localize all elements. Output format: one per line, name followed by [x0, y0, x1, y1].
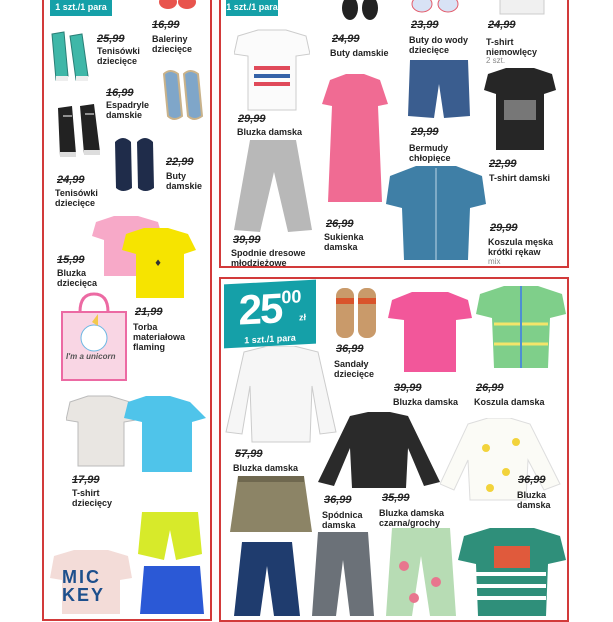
price-bluzka-czarna: 35,99: [382, 492, 410, 504]
price-tenisowki-1: 25,99: [97, 33, 125, 45]
navy-shoes-image: [112, 134, 158, 196]
black-sneakers-image: [54, 102, 104, 162]
unicorn-bag-text: I'm a unicorn: [66, 352, 116, 361]
note-tshirt-niemowlecy: [486, 56, 505, 66]
khaki-skirt-image: [230, 474, 312, 536]
price-espadryle: 16,99: [106, 87, 134, 99]
price-bluzka-damska-pink: 39,99: [394, 382, 422, 394]
black-tshirt-image: [484, 66, 556, 152]
bottom-price-badge: [224, 280, 316, 349]
pink-tshirt-image: [388, 290, 472, 374]
note-2szt: 2 szt.: [486, 56, 506, 65]
price-spodnie-dresowe: 39,99: [233, 234, 261, 246]
mens-shirt-image: [386, 164, 486, 262]
note-koszula-meska: [488, 257, 500, 267]
mickey-text: MICKEY: [62, 567, 106, 605]
price-torba: 21,99: [135, 306, 163, 318]
kids-basic-tshirts-image: [66, 394, 208, 474]
top-right-price-badge: [226, 0, 278, 16]
black-flats-image: [340, 0, 380, 22]
price-buty-do-wody: 23,99: [411, 19, 439, 31]
label-torba: Torba materiałowa flaming: [133, 322, 186, 352]
label-buty-damskie-top: Buty damskie: [330, 48, 389, 58]
label-bluzka-damska-lemon: Bluzka damska: [517, 490, 551, 510]
label-tenisowki-2: Tenisówki dziecięce: [55, 188, 98, 208]
black-polka-blouse-image: [316, 412, 442, 488]
price-baleriny: 16,99: [152, 19, 180, 31]
left-badge-unit: 1 szt./1 para: [55, 2, 107, 12]
badge-price: [224, 280, 316, 333]
badge-unit: 1 szt./1 para: [244, 332, 296, 346]
badge-currency: zł: [298, 312, 306, 323]
label-espadryle: Espadryle damskie: [106, 100, 150, 120]
label-koszula-meska: Koszula męska krótki rękaw: [488, 237, 554, 257]
price-buty-damskie-left: 22,99: [166, 156, 194, 168]
womens-print-blouse-image: [234, 28, 310, 112]
water-shoes-image: [410, 0, 462, 14]
label-tshirt-dzieciecy: T-shirt dziecięcy: [72, 488, 113, 508]
label-tenisowki-1: Tenisówki dziecięce: [97, 46, 140, 66]
grey-sweatpants-image: [230, 138, 316, 234]
note-mix: mix: [488, 257, 501, 266]
label-spodnie-dresowe: Spodnie dresowe młodzieżowe: [231, 248, 306, 268]
price-buty-damskie-top: 24,99: [332, 33, 360, 45]
label-koszula-damska: Koszula damska: [474, 397, 545, 407]
striped-tshirt-image: [458, 526, 566, 616]
price-bermudy: 29,99: [411, 126, 439, 138]
price-tenisowki-2: 24,99: [57, 174, 85, 186]
badge-price-cents: 00: [281, 286, 302, 308]
label-bluzka-damska-top: Bluzka damska: [237, 127, 303, 137]
price-sukienka: 26,99: [326, 218, 354, 230]
label-bluzka-dziecieca: Bluzka dziecięca: [57, 268, 98, 288]
price-spodnica: 36,99: [324, 494, 352, 506]
label-bluzka-czarna: Bluzka damska czarna/grochy: [379, 508, 445, 528]
price-tshirt-damski: 22,99: [489, 158, 517, 170]
label-spodnica: Spódnica damska: [322, 510, 363, 530]
label-buty-do-wody: Buty do wody dziecięce: [409, 35, 468, 55]
label-buty-damskie-left: Buty damskie: [166, 171, 203, 191]
label-bermudy: Bermudy chłopięce: [409, 143, 451, 163]
label-tshirt-niemowlecy: T-shirt niemowlęcy: [486, 37, 538, 57]
price-bluzka-dziecieca: 15,99: [57, 254, 85, 266]
left-price-badge: [50, 0, 112, 16]
label-bluzka-damska-pink: Bluzka damska: [393, 397, 459, 407]
svg-text:♦: ♦: [154, 259, 163, 269]
denim-bermudas-image: [408, 58, 470, 120]
unicorn-bag-image: [58, 292, 130, 382]
label-tshirt-damski: T-shirt damski: [489, 173, 551, 183]
espadrilles-image: [160, 68, 206, 124]
baby-tshirt-image: [498, 0, 546, 16]
navy-joggers-image: [232, 540, 302, 616]
price-tshirt-niemowlecy: 24,99: [488, 19, 516, 31]
top-badge-unit: 1 szt./1 para: [226, 2, 278, 12]
plaid-shirt-image: [476, 284, 566, 370]
kids-shorts-image: [138, 508, 206, 614]
pink-dress-image: [316, 74, 394, 208]
price-sandaly: 36,99: [336, 343, 364, 355]
floral-trousers-image: [384, 526, 458, 616]
kids-sandals-image: [332, 284, 380, 342]
price-bluzka-damska-lemon: 36,99: [518, 474, 546, 486]
price-koszula-meska: 29,99: [490, 222, 518, 234]
label-sukienka: Sukienka damska: [324, 232, 364, 252]
grey-trousers-image: [310, 530, 376, 616]
green-sneakers-image: [48, 30, 94, 84]
price-tshirt-dzieciecy: 17,99: [72, 474, 100, 486]
price-koszula-damska: 26,99: [476, 382, 504, 394]
ballerina-shoes-image: [158, 0, 198, 12]
price-bluzka-damska-white: 57,99: [235, 448, 263, 460]
badge-price-main: 25: [238, 284, 282, 334]
kids-tshirts-image: [92, 214, 202, 302]
label-bluzka-damska-white: Bluzka damska: [233, 463, 299, 473]
label-sandaly: Sandały dziecięce: [334, 359, 375, 379]
label-baleriny: Baleriny dziecięce: [152, 34, 193, 54]
price-bluzka-damska-top: 29,99: [238, 113, 266, 125]
